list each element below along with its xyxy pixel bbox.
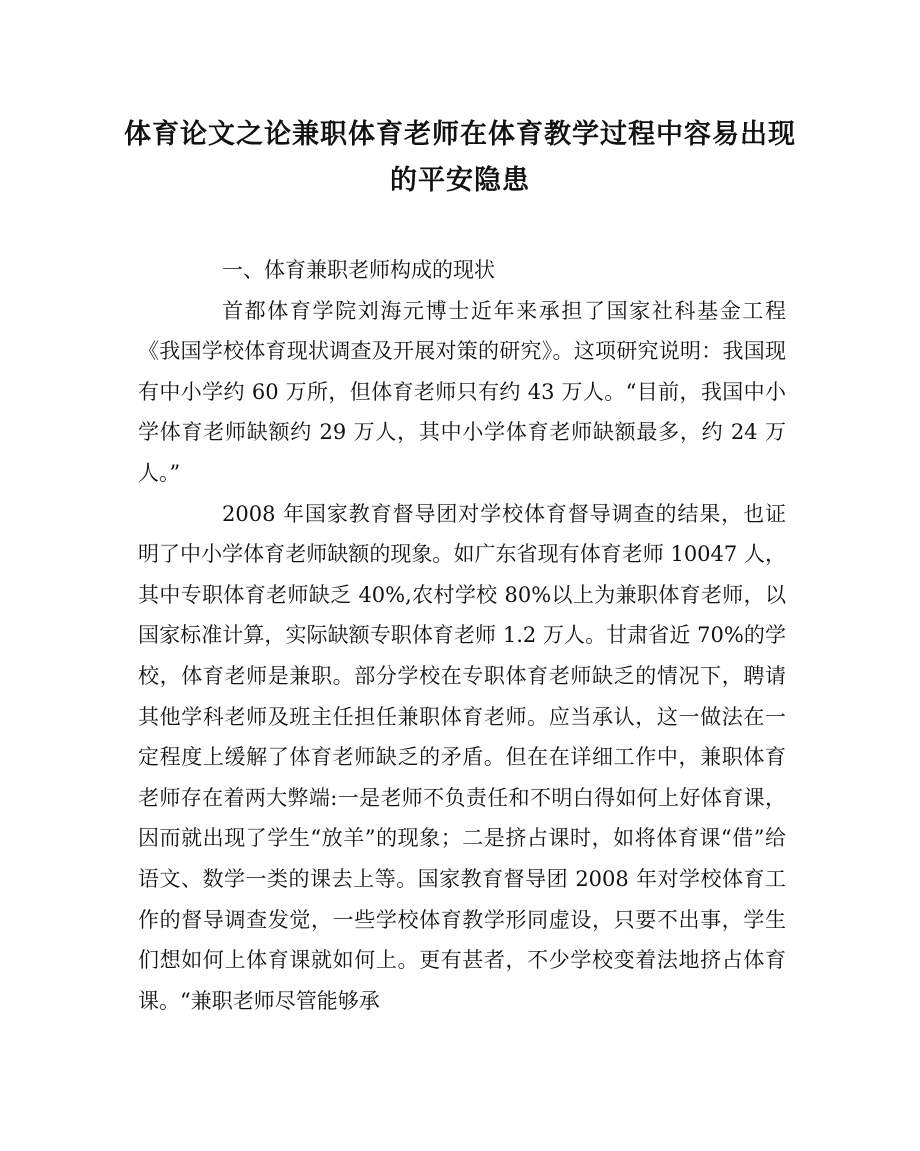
paragraph-2: 2008 年国家教育督导团对学校体育督导调查的结果，也证明了中小学体育老师缺额的现象。如广东省现有体育老师 10047 人，其中专职体育老师缺乏 40%,农村学校 80%以上为兼职体育老师，以国家标准计算，实际缺额专职体育老师 1.2 万人。甘肃省近 70%的学校，体育老师是兼职。部分学校在专职体育老师缺乏的情况下，聘请其他学科老师及班主任担任兼职体育老师。应当承认，这一做法在一定程度上缓解了体育老师缺乏的矛盾。但在在详细工作中，兼职体育老师存在着两大弊端:一是老师不负责任和不明白得如何上好体育课，因而就出现了学生“放羊”的现象；二是挤占课时，如将体育课“借”给语文、数学一类的课去上等。国家教育督导团 2008 年对学校体育工作的督导调查发觉，一些学校体育教学形同虚设，只要不出事，学生们想如何上体育课就如何上。更有甚者，不少学校变着法地挤占体育课。“兼职老师尽管能够承 <box>138 501 786 1013</box>
document-title: 体育论文之论兼职体育老师在体育教学过程中容易出现的平安隐患 <box>124 119 796 196</box>
document-body <box>138 250 786 1021</box>
section-heading: 一、体育兼职老师构成的现状 <box>222 258 495 282</box>
paragraph-1: 首都体育学院刘海元博士近年来承担了国家社科基金工程《我国学校体育现状调查及开展对策的研究》。这项研究说明：我国现有中小学约 60 万所，但体育老师只有约 43 万人。“目前，我国中小学体育老师缺额约 29 万人，其中小学体育老师缺额最多，约 24 万人。” <box>138 298 786 485</box>
